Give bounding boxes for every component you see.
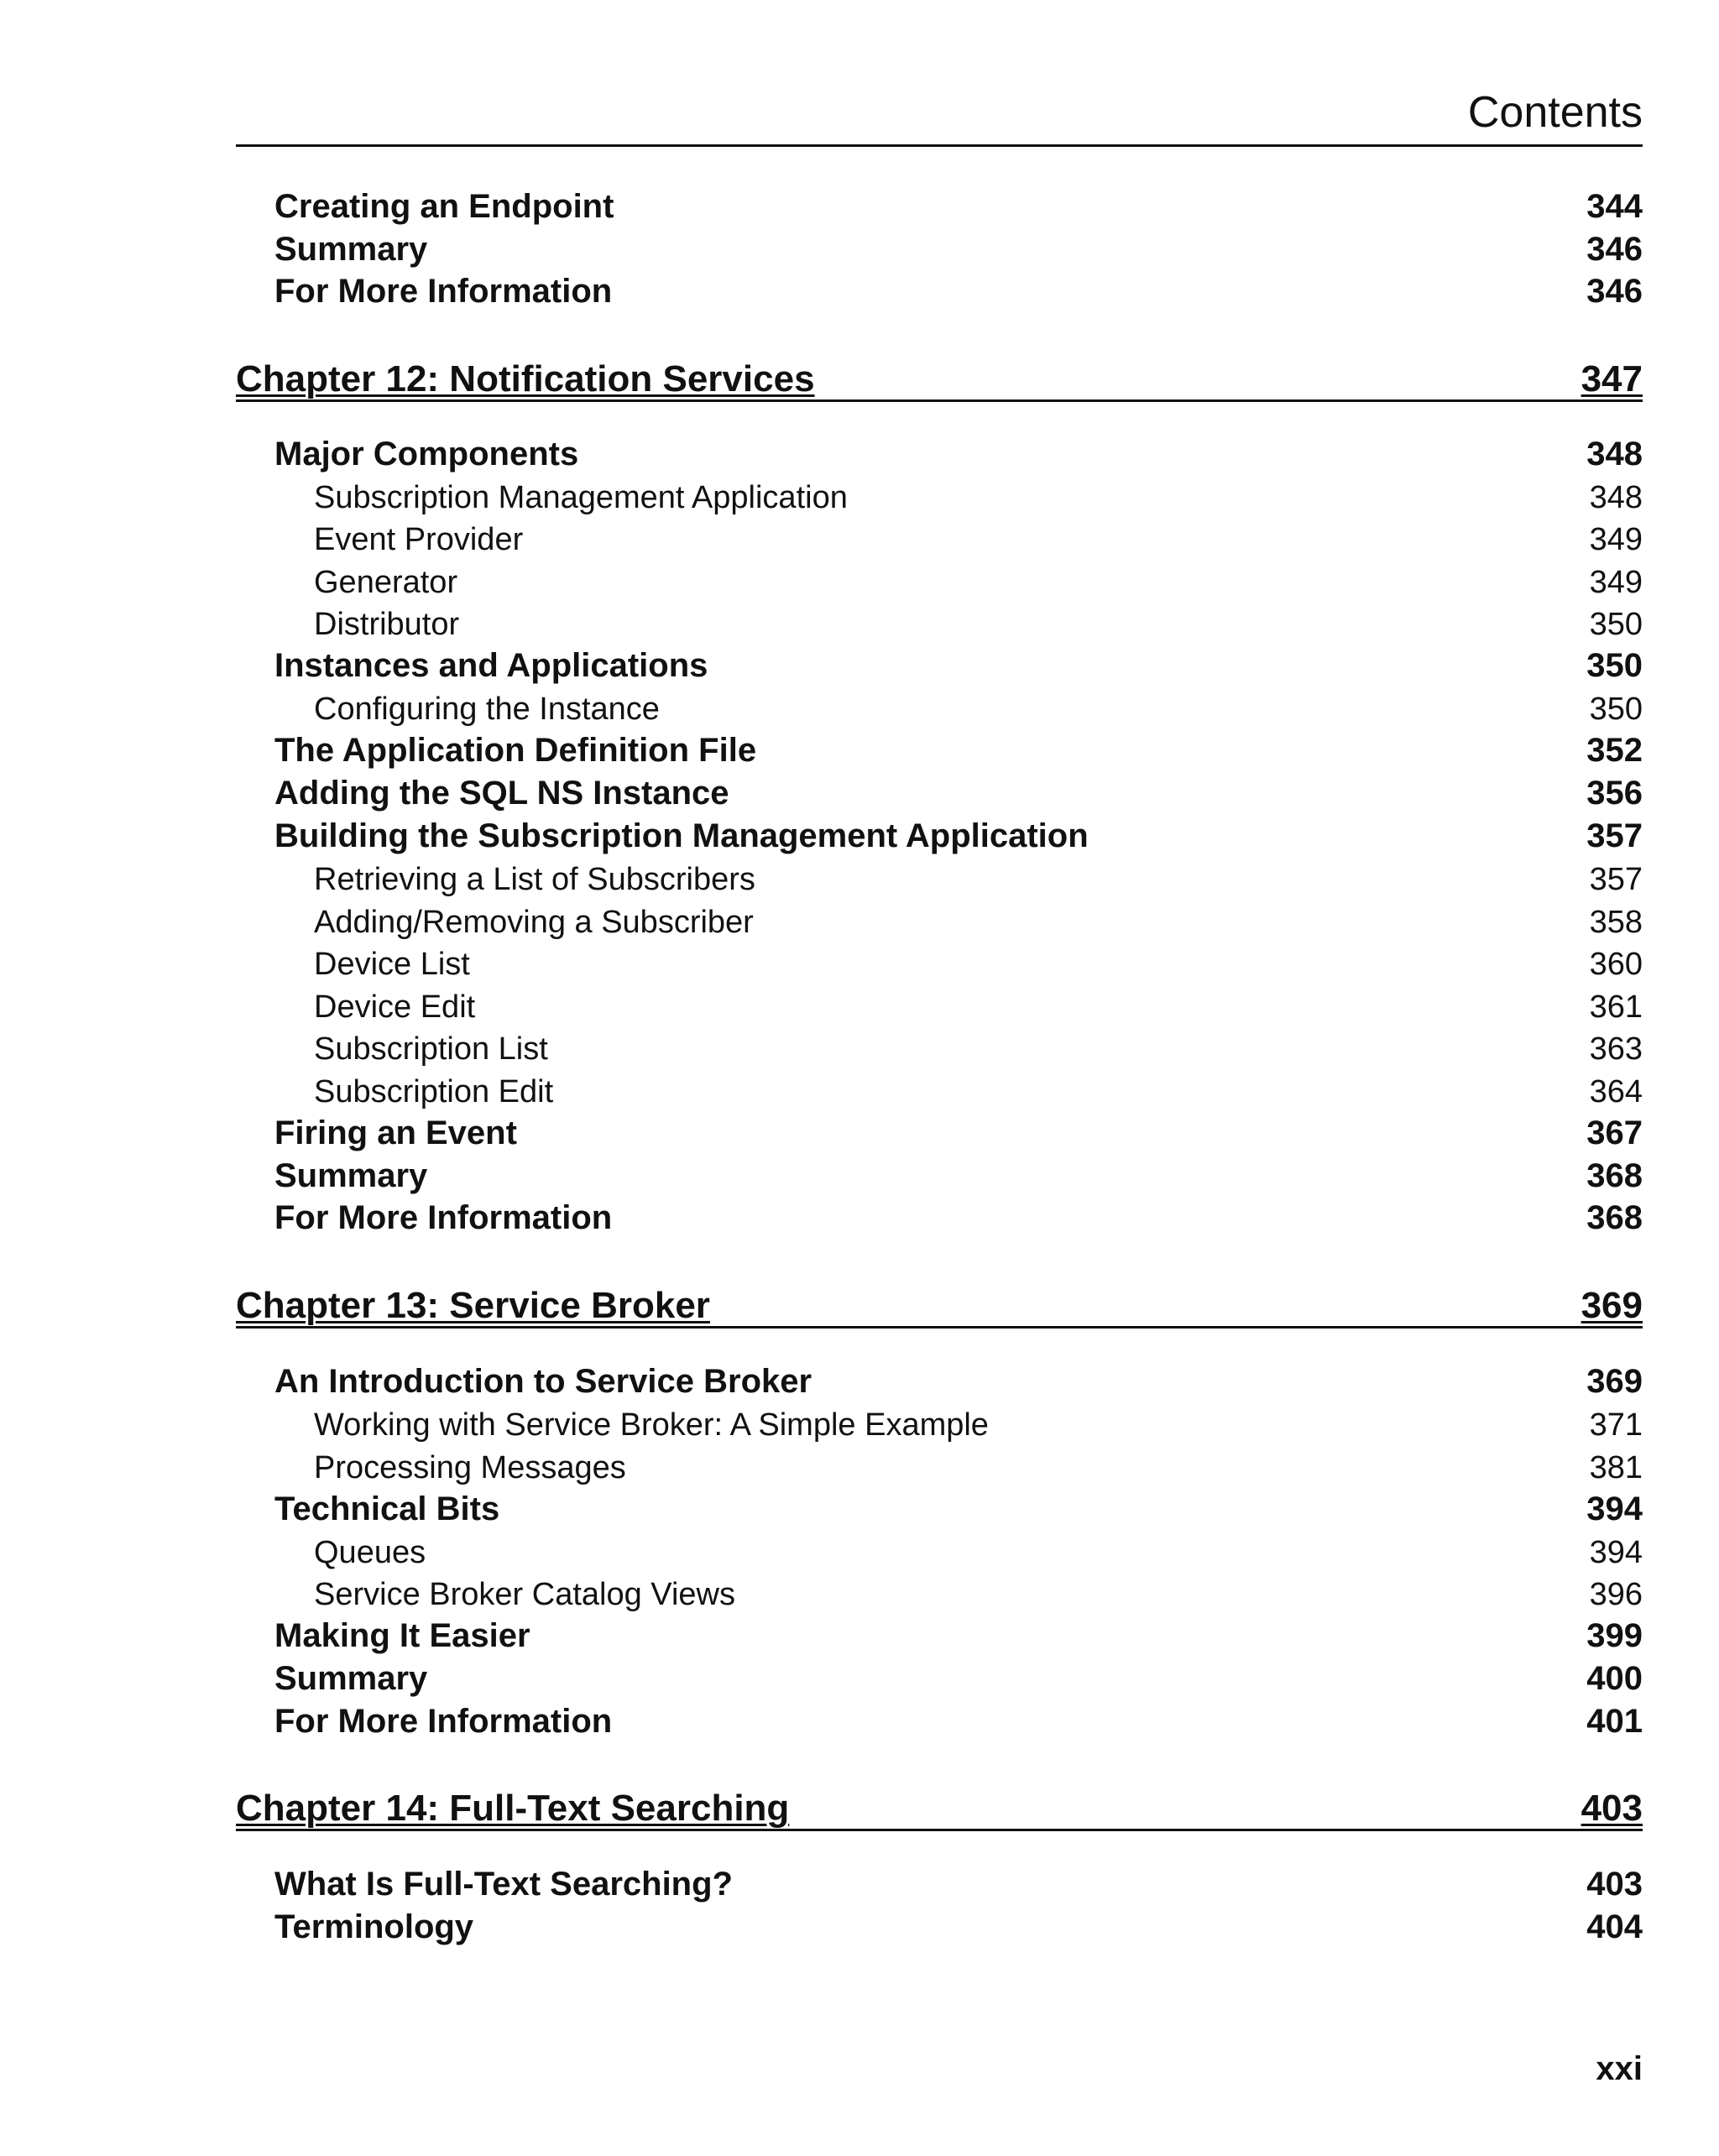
toc-subentry-page: 358 — [1589, 905, 1643, 940]
toc-entry-page: 352 — [1586, 732, 1643, 769]
toc-entry[interactable] — [236, 1159, 1643, 1193]
toc-entry-page: 404 — [1586, 1908, 1643, 1945]
running-head-title: Contents — [1467, 88, 1643, 137]
page-number: xxi — [1596, 2050, 1643, 2087]
toc-entry-page: 403 — [1586, 1866, 1643, 1903]
toc-entry[interactable] — [236, 1365, 1643, 1398]
toc-subentry[interactable] — [236, 1409, 1643, 1441]
toc-entry-label: Technical Bits — [274, 1490, 500, 1527]
toc-entry-page: 356 — [1586, 775, 1643, 812]
toc-entry-page: 399 — [1586, 1617, 1643, 1654]
toc-subentry-page: 371 — [1589, 1407, 1643, 1443]
toc-entry[interactable] — [236, 1662, 1643, 1695]
toc-entry-label: What Is Full-Text Searching? — [274, 1866, 733, 1903]
toc-entry-page: 350 — [1586, 647, 1643, 684]
toc-subentry-page: 360 — [1589, 947, 1643, 982]
toc-entry-label: Terminology — [274, 1908, 474, 1945]
toc-entry-label: Creating an Endpoint — [274, 188, 614, 225]
toc-entry[interactable] — [236, 1619, 1643, 1652]
toc-subentry-label: Adding/Removing a Subscriber — [314, 905, 754, 940]
toc-entry[interactable] — [236, 819, 1643, 853]
toc-entry-label: Summary — [274, 1660, 428, 1697]
toc-entry-label: An Introduction to Service Broker — [274, 1363, 812, 1400]
toc-subentry-page: 350 — [1589, 692, 1643, 727]
toc-subentry-label: Processing Messages — [314, 1450, 626, 1485]
chapter-heading-13[interactable] — [236, 1282, 1643, 1329]
toc-entry-label: Making It Easier — [274, 1617, 530, 1654]
toc-entry[interactable] — [236, 274, 1643, 308]
toc-entry[interactable] — [236, 437, 1643, 471]
toc-entry[interactable] — [236, 733, 1643, 767]
chapter-title: Chapter 13: Service Broker — [236, 1285, 710, 1326]
chapter-title: Chapter 14: Full-Text Searching — [236, 1788, 790, 1829]
toc-subentry[interactable] — [236, 948, 1643, 980]
toc-entry-label: Summary — [274, 231, 428, 268]
toc-subentry[interactable] — [236, 991, 1643, 1023]
toc-entry-page: 394 — [1586, 1490, 1643, 1527]
toc-entry-label: Major Components — [274, 436, 579, 472]
toc-entry-label: Adding the SQL NS Instance — [274, 775, 729, 812]
toc-entry-page: 346 — [1586, 273, 1643, 310]
toc-subentry-page: 361 — [1589, 989, 1643, 1025]
toc-subentry[interactable] — [236, 1537, 1643, 1569]
toc-subentry-page: 396 — [1589, 1577, 1643, 1612]
toc-subentry-label: Event Provider — [314, 522, 524, 557]
toc-subentry[interactable] — [236, 1076, 1643, 1108]
toc-entry[interactable] — [236, 649, 1643, 682]
running-head — [236, 87, 1643, 147]
toc-subentry-label: Device List — [314, 947, 470, 982]
toc-subentry[interactable] — [236, 1033, 1643, 1065]
toc-entry[interactable] — [236, 232, 1643, 266]
chapter-heading-12[interactable] — [236, 356, 1643, 402]
toc-entry-page: 348 — [1586, 436, 1643, 472]
toc-subentry-label: Device Edit — [314, 989, 476, 1025]
toc-subentry[interactable] — [236, 906, 1643, 938]
toc-entry-page: 368 — [1586, 1199, 1643, 1236]
toc-entry-page: 401 — [1586, 1703, 1643, 1740]
toc-subentry-page: 363 — [1589, 1031, 1643, 1067]
toc-subentry-label: Configuring the Instance — [314, 692, 660, 727]
toc-entry[interactable] — [236, 776, 1643, 810]
toc-subentry-page: 349 — [1589, 565, 1643, 600]
toc-entry[interactable] — [236, 1116, 1643, 1150]
toc-entry-page: 368 — [1586, 1157, 1643, 1194]
toc-subentry[interactable] — [236, 693, 1643, 725]
toc-entry-label: For More Information — [274, 273, 613, 310]
toc-subentry-label: Subscription Edit — [314, 1074, 554, 1109]
toc-entry-label: Summary — [274, 1157, 428, 1194]
chapter-page: 369 — [1581, 1285, 1643, 1326]
toc-subentry-page: 350 — [1589, 607, 1643, 642]
toc-subentry-label: Generator — [314, 565, 458, 600]
toc-entry-label: Building the Subscription Management Application — [274, 817, 1089, 854]
toc-subentry-page: 381 — [1589, 1450, 1643, 1485]
chapter-heading-14[interactable] — [236, 1785, 1643, 1831]
toc-entry-page: 367 — [1586, 1115, 1643, 1151]
toc-subentry[interactable] — [236, 1579, 1643, 1610]
toc-entry-label: Instances and Applications — [274, 647, 708, 684]
toc-subentry[interactable] — [236, 524, 1643, 556]
toc-entry-page: 346 — [1586, 231, 1643, 268]
toc-subentry-label: Queues — [314, 1535, 426, 1570]
toc-entry[interactable] — [236, 1867, 1643, 1901]
chapter-page: 403 — [1581, 1788, 1643, 1829]
toc-entry[interactable] — [236, 1910, 1643, 1944]
toc-subentry-page: 364 — [1589, 1074, 1643, 1109]
toc-subentry[interactable] — [236, 1452, 1643, 1484]
toc-subentry[interactable] — [236, 608, 1643, 640]
toc-subentry[interactable] — [236, 566, 1643, 598]
toc-entry[interactable] — [236, 1201, 1643, 1235]
toc-entry[interactable] — [236, 1704, 1643, 1738]
toc-entry-label: Firing an Event — [274, 1115, 517, 1151]
toc-subentry[interactable] — [236, 864, 1643, 895]
toc-subentry-page: 394 — [1589, 1535, 1643, 1570]
toc-entry-page: 369 — [1586, 1363, 1643, 1400]
toc-entry[interactable] — [236, 190, 1643, 223]
toc-subentry-label: Subscription List — [314, 1031, 548, 1067]
chapter-title: Chapter 12: Notification Services — [236, 358, 815, 399]
toc-entry-page: 400 — [1586, 1660, 1643, 1697]
toc-entry-label: For More Information — [274, 1199, 613, 1236]
toc-entry-page: 357 — [1586, 817, 1643, 854]
toc-subentry-label: Working with Service Broker: A Simple Example — [314, 1407, 989, 1443]
toc-subentry-page: 348 — [1589, 480, 1643, 515]
toc-subentry[interactable] — [236, 482, 1643, 514]
toc-subentry-label: Retrieving a List of Subscribers — [314, 862, 755, 897]
toc-entry-page: 344 — [1586, 188, 1643, 225]
toc-entry-label: For More Information — [274, 1703, 613, 1740]
chapter-page: 347 — [1581, 358, 1643, 399]
toc-entry[interactable] — [236, 1492, 1643, 1526]
toc-entry-label: The Application Definition File — [274, 732, 757, 769]
toc-subentry-label: Distributor — [314, 607, 460, 642]
toc-subentry-page: 349 — [1589, 522, 1643, 557]
toc-subentry-label: Service Broker Catalog Views — [314, 1577, 735, 1612]
toc-subentry-page: 357 — [1589, 862, 1643, 897]
toc-subentry-label: Subscription Management Application — [314, 480, 848, 515]
